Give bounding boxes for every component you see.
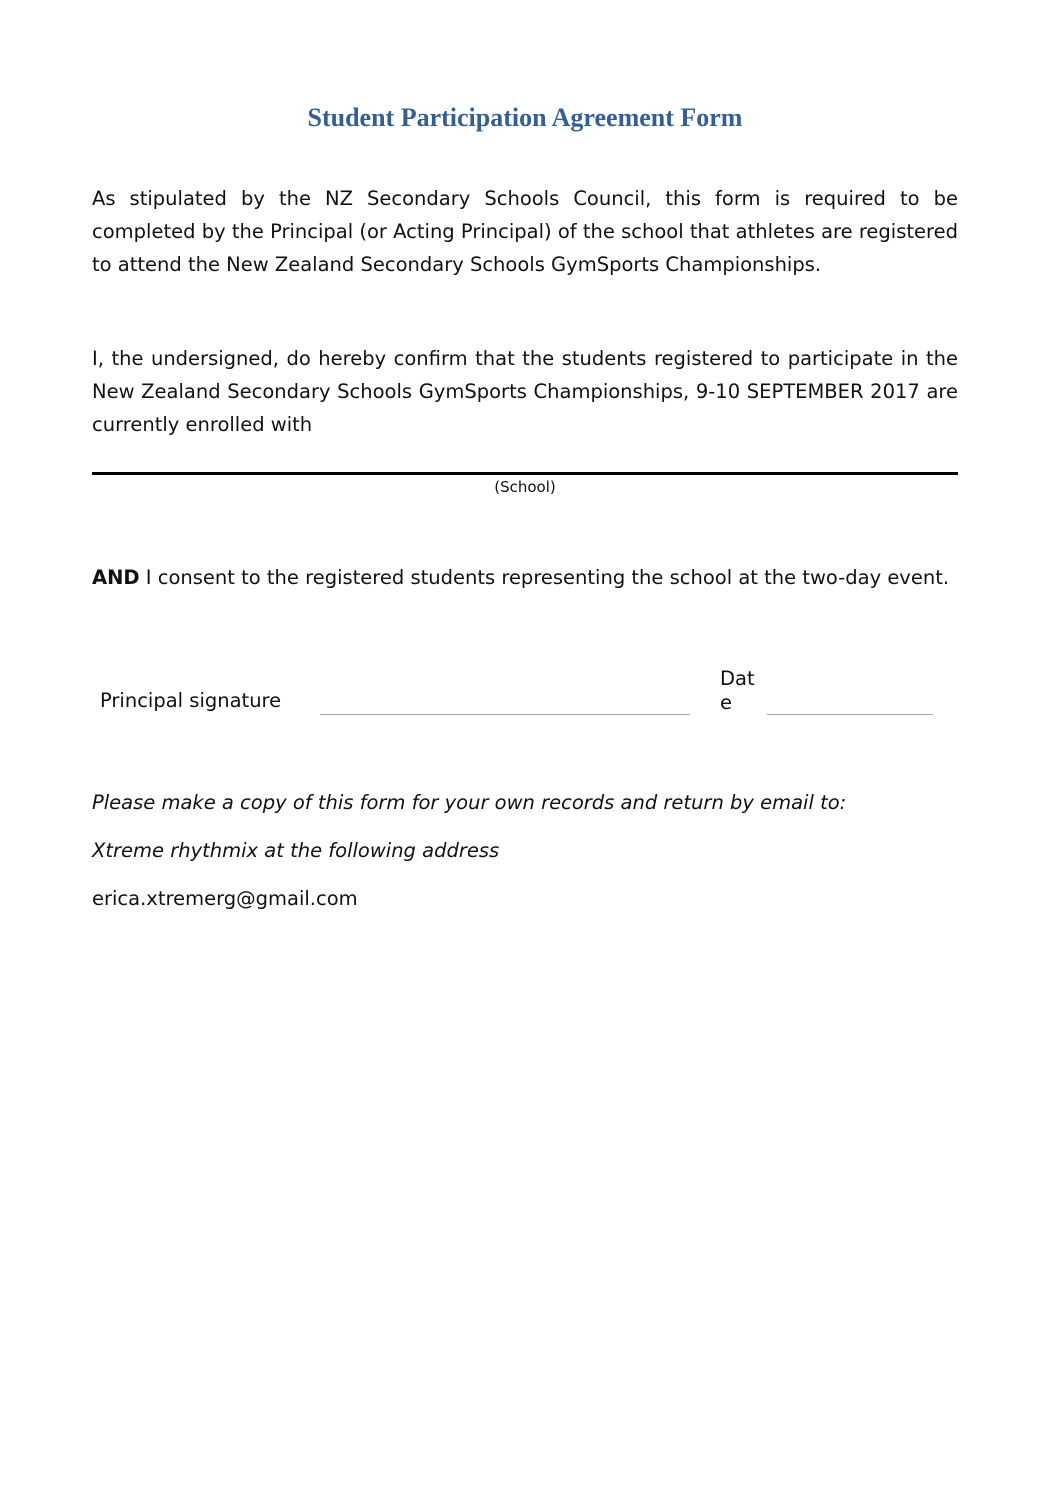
- copy-instruction-note: Please make a copy of this form for your own records and return by email to:: [92, 791, 847, 814]
- consent-paragraph: [92, 561, 958, 594]
- school-caption: (School): [494, 478, 556, 496]
- organisation-line: Xtreme rhythmix at the following address: [92, 839, 500, 862]
- contact-email: erica.xtremerg@gmail.com: [92, 887, 358, 910]
- consent-text: I consent to the registered students representing the school at the two-day event.: [139, 566, 950, 589]
- date-label: Date: [720, 667, 755, 714]
- confirmation-paragraph: I, the undersigned, do hereby confirm that the students registered to participate in the New Zealand Secondary Schools GymSports Championships, 9-10 SEPTEMBER 2017 are currently enrolled with: [92, 347, 958, 436]
- school-fill-in-line[interactable]: [92, 472, 958, 475]
- intro-paragraph: As stipulated by the NZ Secondary Schools Council, this form is required to be completed by the Principal (or Acting Principal) of the school that athletes are registered to attend the New Zealand Secondary Schools GymSports Championships.: [92, 187, 958, 276]
- principal-signature-line[interactable]: [320, 713, 690, 715]
- principal-signature-label: Principal signature: [100, 689, 282, 712]
- consent-and-bold: AND: [92, 566, 140, 589]
- form-title: Student Participation Agreement Form: [307, 103, 743, 132]
- signature-row: [92, 667, 958, 717]
- date-fill-in-line[interactable]: [767, 713, 933, 715]
